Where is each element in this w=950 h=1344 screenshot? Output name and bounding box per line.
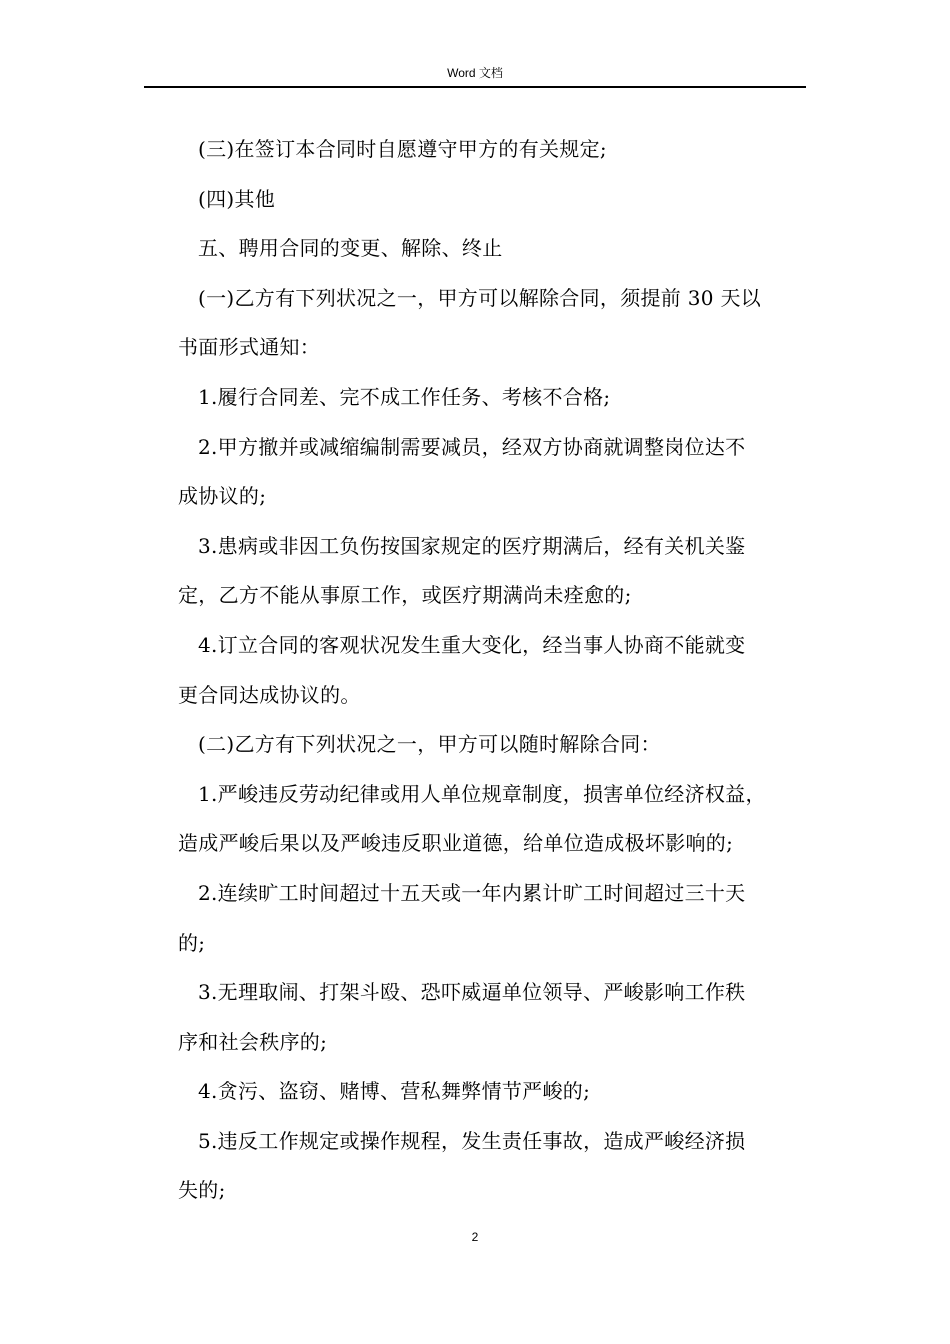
text-line: 4.订立合同的客观状况发生重大变化，经当事人协商不能就变 <box>198 632 746 657</box>
page-number: 2 <box>471 1230 479 1244</box>
document-body <box>178 125 802 1216</box>
text-line: 1.履行合同差、完不成工作任务、考核不合格; <box>198 384 611 409</box>
header-title: Word 文档 <box>447 66 503 80</box>
text-line: 4.贪污、盗窃、赌博、营私舞弊情节严峻的; <box>198 1079 591 1104</box>
text-line: 成协议的; <box>178 484 267 509</box>
text-line: 五、聘用合同的变更、解除、终止 <box>198 236 503 261</box>
text-line: 书面形式通知： <box>178 335 321 360</box>
text-line: (四)其他 <box>198 186 276 211</box>
text-line: (三)在签订本合同时自愿遵守甲方的有关规定; <box>198 137 607 161</box>
text-line: (一)乙方有下列状况之一，甲方可以解除合同，须提前 30 天以 <box>198 285 762 310</box>
text-line: 序和社会秩序的; <box>178 1029 328 1054</box>
text-line: 3.患病或非因工负伤按国家规定的医疗期满后，经有关机关鉴 <box>198 533 746 558</box>
text-line: 更合同达成协议的。 <box>178 682 361 707</box>
text-line: 5.违反工作规定或操作规程，发生责任事故，造成严峻经济损 <box>198 1128 746 1153</box>
text-line: 1.严峻违反劳动纪律或用人单位规章制度，损害单位经济权益， <box>198 781 766 806</box>
text-line: 失的; <box>178 1178 226 1203</box>
text-line: 3.无理取闹、打架斗殴、恐吓威逼单位领导、严峻影响工作秩 <box>198 980 746 1005</box>
text-line: 定，乙方不能从事原工作，或医疗期满尚未痊愈的; <box>178 583 632 608</box>
text-line: 的; <box>178 930 206 955</box>
text-line: 2.甲方撤并或减缩编制需要减员，经双方协商就调整岗位达不 <box>198 434 746 459</box>
page-header <box>144 60 806 88</box>
text-line: (二)乙方有下列状况之一，甲方可以随时解除合同： <box>198 732 661 757</box>
page-footer <box>0 1230 950 1244</box>
text-line: 2.连续旷工时间超过十五天或一年内累计旷工时间超过三十天 <box>198 880 746 905</box>
text-line: 造成严峻后果以及严峻违反职业道德，给单位造成极坏影响的; <box>178 831 734 856</box>
